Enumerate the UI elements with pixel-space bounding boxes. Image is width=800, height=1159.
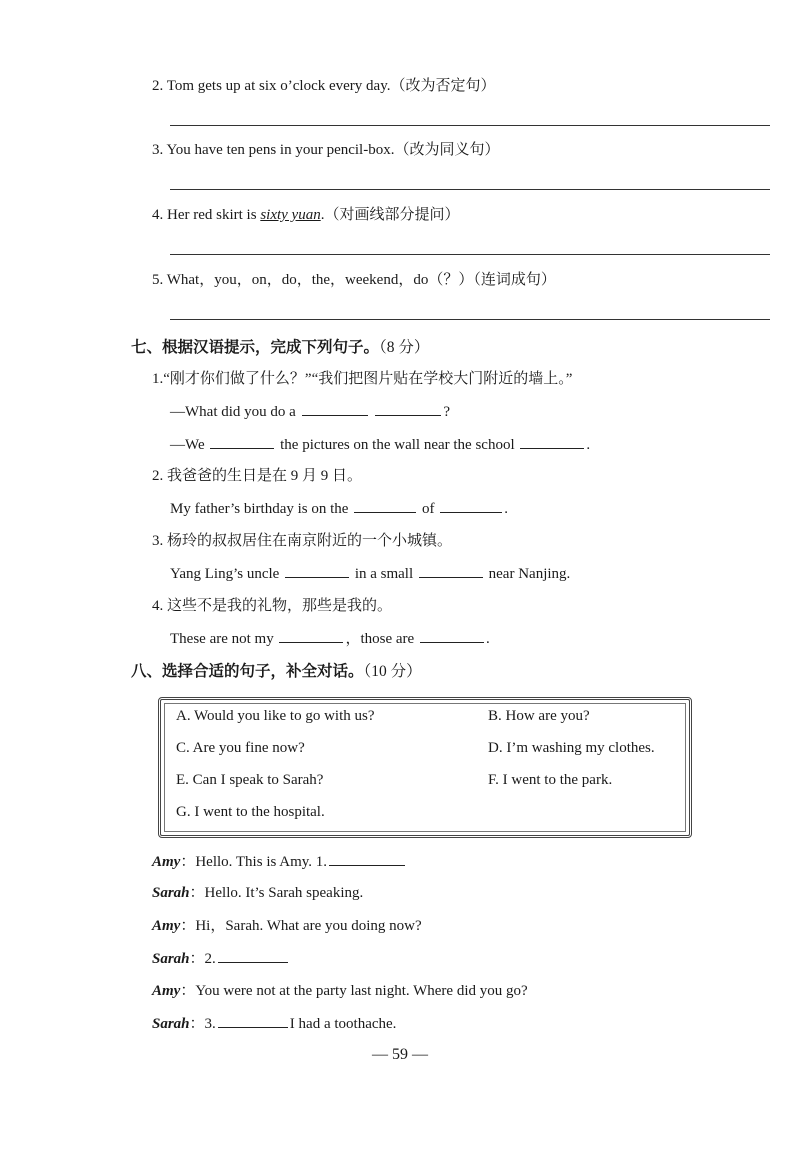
text: These are not my (170, 631, 274, 647)
answer-line-6-3[interactable] (170, 189, 770, 190)
question-6-5: 5. What，you，on，do，the，weekend，do（？）（连词成句） (152, 272, 556, 288)
blank-7-1-b[interactable] (375, 401, 441, 416)
speaker-sarah: Sarah (152, 885, 190, 901)
text: ：Hello. This is Amy. 1. (180, 854, 328, 870)
text: . (586, 437, 591, 453)
text: ：You were not at the party last night. Where did you go? (180, 983, 528, 999)
blank-7-1-d[interactable] (520, 434, 584, 449)
speaker-sarah: Sarah (152, 1016, 190, 1032)
blank-7-3-b[interactable] (419, 563, 483, 578)
text: My father’s birthday is on the (170, 501, 349, 517)
dialogue-line-3 (152, 916, 422, 936)
section-7-points: （8 分） (379, 339, 430, 356)
question-6-3: 3. You have ten pens in your pencil-box.（改为同义句） (152, 142, 500, 158)
speaker-amy: Amy (152, 983, 181, 999)
speaker-amy: Amy (152, 854, 181, 870)
text: the pictures on the wall near the school (280, 437, 515, 453)
speaker-amy: Amy (152, 918, 181, 934)
question-7-2-english (170, 498, 508, 519)
text: ：Hello. It’s Sarah speaking. (189, 885, 364, 901)
question-7-3-english (170, 563, 570, 584)
blank-7-4-a[interactable] (279, 628, 343, 643)
question-7-1-line-2 (170, 434, 590, 455)
text: ：Hi，Sarah. What are you doing now? (180, 918, 422, 934)
blank-dialogue-1[interactable] (329, 851, 405, 866)
text: ：2. (189, 951, 216, 967)
blank-7-2-a[interactable] (354, 498, 416, 513)
blank-7-1-a[interactable] (302, 401, 368, 416)
speaker-sarah: Sarah (152, 951, 190, 967)
option-c: C. Are you fine now? (176, 740, 305, 756)
text: near Nanjing. (488, 566, 571, 582)
text: Yang Ling’s uncle (170, 566, 280, 582)
blank-dialogue-3[interactable] (218, 1013, 288, 1028)
section-7-title: 七、根据汉语提示，完成下列句子。 (131, 338, 380, 356)
blank-7-1-c[interactable] (210, 434, 274, 449)
section-7-heading (131, 337, 429, 358)
question-7-4-english (170, 628, 490, 649)
option-a: A. Would you like to go with us? (176, 708, 375, 724)
text: ，those are (345, 631, 415, 647)
blank-7-4-b[interactable] (420, 628, 484, 643)
question-7-3-chinese: 3. 杨玲的叔叔居住在南京附近的一个小城镇。 (152, 533, 453, 549)
question-7-1-line-1 (170, 401, 450, 422)
option-b: B. How are you? (488, 708, 590, 724)
question-7-2-chinese: 2. 我爸爸的生日是在 9 月 9 日。 (152, 468, 363, 484)
text: —We (170, 437, 205, 453)
dialogue-line-6 (152, 1013, 396, 1034)
text: . (504, 501, 508, 517)
section-8-title: 八、选择合适的句子，补全对话。 (131, 662, 364, 680)
dialogue-line-4 (152, 948, 290, 969)
question-7-1-chinese: 1.“刚才你们做了什么？”“我们把图片贴在学校大门附近的墙上。” (152, 371, 573, 387)
text: of (421, 501, 435, 517)
question-7-4-chinese: 4. 这些不是我的礼物，那些是我的。 (152, 598, 393, 614)
text: —What did you do a (170, 404, 296, 420)
blank-7-3-a[interactable] (285, 563, 349, 578)
blank-7-2-b[interactable] (440, 498, 502, 513)
text: in a small (354, 566, 414, 582)
q4-underlined-phrase: sixty yuan (260, 207, 321, 223)
question-6-2: 2. Tom gets up at six o’clock every day.（改为否定句） (152, 78, 496, 94)
section-8-heading (131, 661, 422, 682)
answer-line-6-2[interactable] (170, 125, 770, 126)
q4-post: .（对画线部分提问） (320, 207, 460, 223)
answer-line-6-4[interactable] (170, 254, 770, 255)
dialogue-line-2 (152, 883, 363, 903)
question-6-4 (152, 205, 459, 225)
text: . (485, 631, 490, 647)
page-number: — 59 — (372, 1046, 428, 1063)
text: ? (443, 404, 450, 420)
section-8-points: （10 分） (363, 663, 422, 680)
option-d: D. I’m washing my clothes. (488, 740, 655, 756)
dialogue-line-1 (152, 851, 407, 872)
answer-line-6-5[interactable] (170, 319, 770, 320)
blank-dialogue-2[interactable] (218, 948, 288, 963)
text: I had a toothache. (289, 1016, 397, 1032)
option-f: F. I went to the park. (488, 772, 613, 788)
dialogue-line-5 (152, 981, 528, 1001)
q4-pre: 4. Her red skirt is (152, 207, 261, 223)
option-e: E. Can I speak to Sarah? (176, 772, 324, 788)
text: ：3. (189, 1016, 216, 1032)
option-g: G. I went to the hospital. (176, 804, 325, 820)
